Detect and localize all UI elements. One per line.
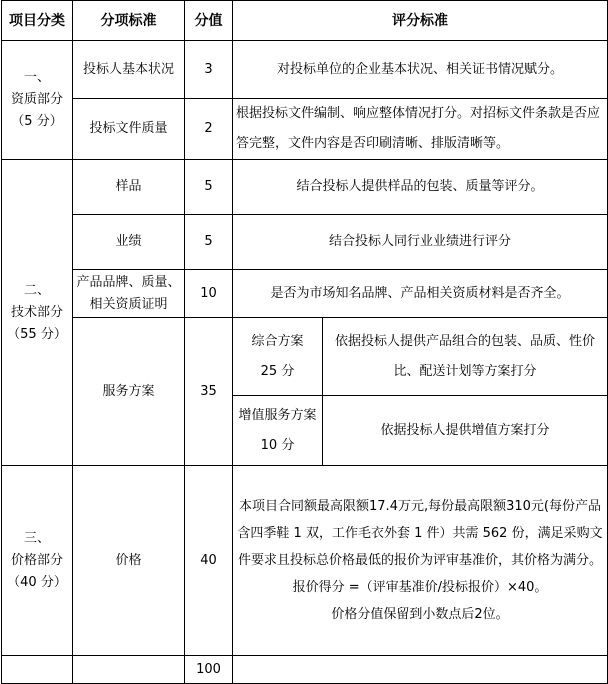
table-row [2,270,608,318]
sub-item-cell: 增值服务方案 10 分 [233,396,323,466]
criteria-cell: 是否为市场知名品牌、产品相关资质材料是否齐全。 [233,270,608,318]
table-row [2,41,608,99]
table-row [2,215,608,270]
criteria-cell: 结合投标人同行业业绩进行评分 [233,215,608,270]
item-cell: 投标人基本状况 [73,41,185,99]
empty-cell [2,656,73,684]
header-row [2,1,608,41]
criteria-cell: 依据投标人提供产品组合的包装、品质、性价比、配送计划等方案打分 [323,318,608,396]
table-row [2,99,608,160]
header-score: 分值 [185,1,233,41]
category-price: 三、 价格部分 （40 分） [2,466,73,656]
score-cell: 2 [185,99,233,160]
criteria-cell: 对投标单位的企业基本状况、相关证书情况赋分。 [233,41,608,99]
score-cell: 35 [185,318,233,466]
item-cell: 价格 [73,466,185,656]
sub-item-cell: 综合方案 25 分 [233,318,323,396]
score-cell: 40 [185,466,233,656]
item-cell: 产品品牌、质量、相关资质证明 [73,270,185,318]
empty-cell [73,656,185,684]
total-row [2,656,608,684]
item-cell: 服务方案 [73,318,185,466]
empty-cell [233,656,608,684]
header-item: 分项标准 [73,1,185,41]
item-cell: 投标文件质量 [73,99,185,160]
score-cell: 5 [185,215,233,270]
criteria-cell: 本项目合同额最高限额17.4万元,每份最高限额310元(每份产品含四季鞋 1 双，工作毛衣外套 1 件）共需 562 份，满足采购文件要求且投标总价格最低的报价为评审基准价，其价格为满分。 报价得分 =（评审基准价/投标报价）×40。 价格分值保留到小数点后2位。 [233,466,608,656]
score-cell: 10 [185,270,233,318]
score-cell: 5 [185,160,233,215]
table-row [2,160,608,215]
category-qualification: 一、 资质部分 （5 分） [2,41,73,160]
table-row [2,466,608,656]
item-cell: 业绩 [73,215,185,270]
score-cell: 3 [185,41,233,99]
criteria-cell: 结合投标人提供样品的包装、质量等评分。 [233,160,608,215]
category-technical: 二、 技术部分 （55 分） [2,160,73,466]
header-criteria: 评分标准 [233,1,608,41]
table-row [2,318,608,396]
scoring-table [1,0,608,684]
criteria-cell: 依据投标人提供增值方案打分 [323,396,608,466]
total-score: 100 [185,656,233,684]
item-cell: 样品 [73,160,185,215]
header-category: 项目分类 [2,1,73,41]
criteria-cell: 根据投标文件编制、响应整体情况打分。对招标文件条款是否应答完整，文件内容是否印刷清晰、排版清晰等。 [233,99,608,160]
